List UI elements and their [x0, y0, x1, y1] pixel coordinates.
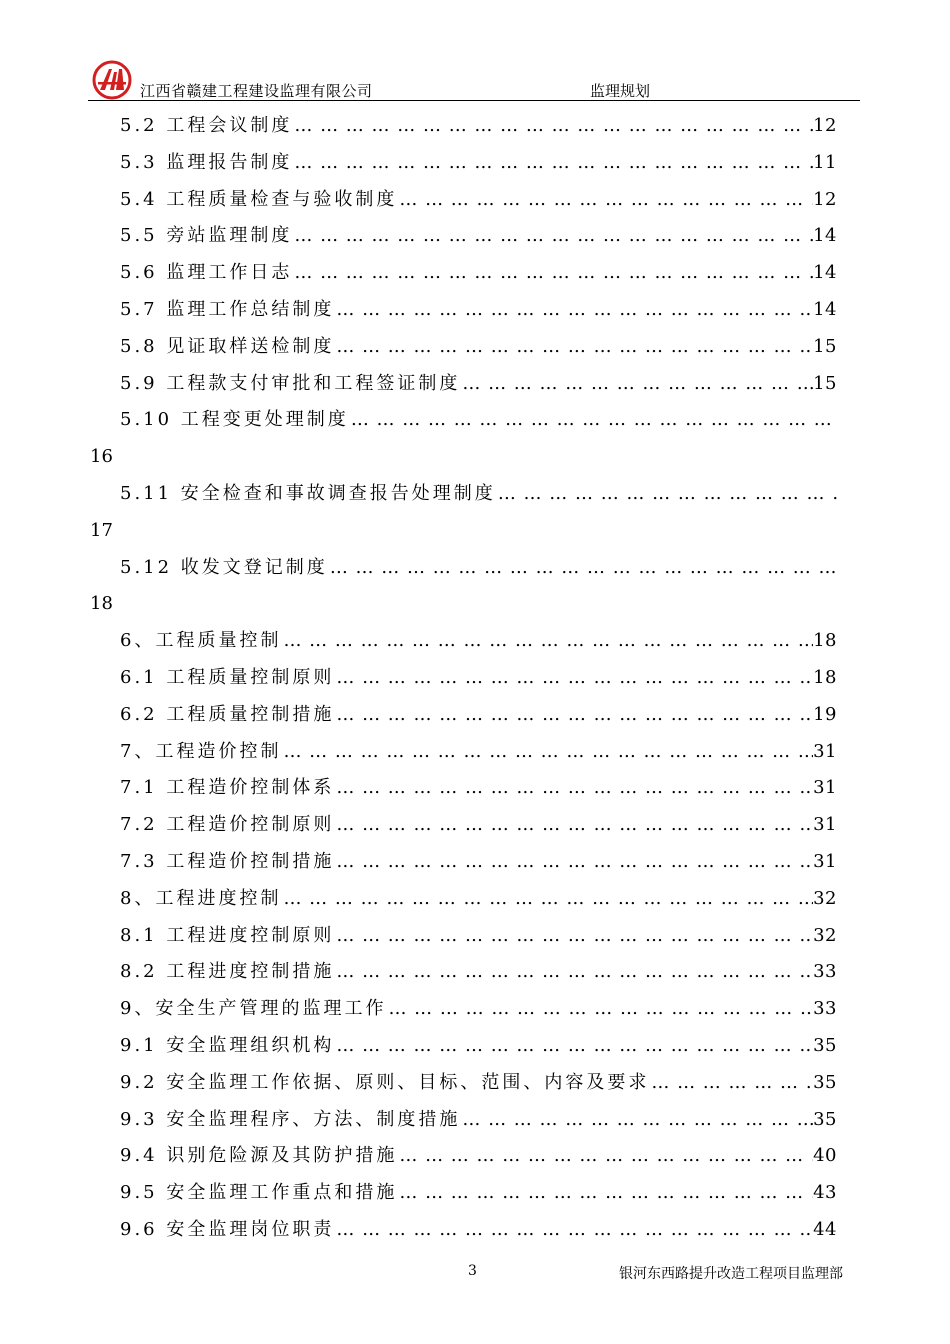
toc-entry[interactable] [0, 1212, 950, 1249]
toc-entry-label: 9.5 安全监理工作重点和措施 [120, 1182, 398, 1204]
toc-entry[interactable] [0, 660, 950, 697]
toc-leader-dots [281, 623, 813, 660]
toc-entry-page: 12 [813, 188, 837, 210]
toc-leader-dots [292, 108, 813, 145]
toc-entry-label: 5.4 工程质量检查与验收制度 [120, 188, 398, 210]
toc-entry[interactable] [0, 1138, 950, 1175]
toc-leader-dots [328, 550, 837, 587]
company-name: 江西省赣建工程建设监理有限公司 [140, 82, 373, 100]
toc-entry-page: 32 [813, 924, 837, 946]
toc-entry-page: 31 [813, 814, 837, 836]
toc-entry-page: 18 [813, 666, 837, 688]
toc-entry-label: 9.1 安全监理组织机构 [120, 1034, 335, 1056]
toc-leader-dots [292, 255, 813, 292]
toc-entry[interactable] [0, 329, 950, 366]
toc-entry-page: 12 [813, 115, 837, 136]
toc-leader-dots [460, 1102, 813, 1139]
toc-entry[interactable] [0, 255, 950, 292]
toc-leader-dots [292, 218, 813, 255]
toc-leader-dots [397, 1138, 813, 1175]
toc-entry-page-wrapped [0, 513, 950, 550]
toc-entry[interactable] [0, 218, 950, 255]
toc-entry[interactable] [0, 991, 950, 1028]
toc-entry-page: 44 [813, 1218, 837, 1240]
page-number: 3 [468, 1263, 477, 1279]
toc-entry-label: 9、安全生产管理的监理工作 [120, 998, 387, 1020]
toc-entry-page-wrapped [0, 439, 950, 476]
toc-leader-dots [334, 844, 813, 881]
toc-entry-page: 35 [813, 1071, 837, 1093]
toc-entry[interactable] [0, 1175, 950, 1212]
toc-entry-label: 7、工程造价控制 [120, 740, 282, 762]
toc-entry-page: 15 [813, 372, 837, 394]
toc-entry-page: 16 [90, 446, 113, 468]
toc-entry-page: 32 [813, 887, 837, 909]
toc-entry-page: 18 [813, 630, 837, 652]
toc-entry-label: 6.1 工程质量控制原则 [120, 666, 335, 688]
toc-entry[interactable] [0, 550, 950, 587]
toc-entry-label: 9.2 安全监理工作依据、原则、目标、范围、内容及要求 [120, 1071, 650, 1093]
footer-organization: 银河东西路提升改造工程项目监理部 [619, 1266, 843, 1282]
toc-entry-label: 9.3 安全监理程序、方法、制度措施 [120, 1108, 461, 1130]
toc-leader-dots [334, 292, 813, 329]
toc-entry[interactable] [0, 182, 950, 219]
toc-leader-dots [397, 182, 813, 219]
toc-entry-label: 7.1 工程造价控制体系 [120, 777, 335, 799]
toc-entry[interactable] [0, 770, 950, 807]
toc-leader-dots [281, 734, 813, 771]
toc-entry-label: 5.8 见证取样送检制度 [120, 335, 335, 357]
toc-leader-dots [334, 697, 813, 734]
toc-entry-label: 9.4 识别危险源及其防护措施 [120, 1145, 398, 1167]
toc-leader-dots [334, 1212, 813, 1249]
toc-leader-dots [349, 402, 837, 439]
toc-entry[interactable] [0, 697, 950, 734]
document-title: 监理规划 [590, 82, 651, 100]
toc-entry[interactable] [0, 623, 950, 660]
toc-leader-dots [281, 881, 813, 918]
toc-entry-page: 35 [813, 1034, 837, 1056]
toc-entry[interactable] [0, 1028, 950, 1065]
toc-entry-label: 5.6 监理工作日志 [120, 262, 293, 284]
toc-leader-dots [334, 770, 813, 807]
toc-entry[interactable] [0, 1102, 950, 1139]
toc-leader-dots [386, 991, 813, 1028]
toc-entry-page: 17 [90, 519, 113, 541]
toc-entry-page: 31 [813, 740, 837, 762]
toc-leader-dots [334, 954, 813, 991]
company-logo [90, 60, 134, 100]
toc-entry-page: 19 [813, 703, 837, 725]
toc-entry[interactable] [0, 734, 950, 771]
toc-entry[interactable] [0, 954, 950, 991]
toc-entry[interactable] [0, 145, 950, 182]
toc-leader-dots [649, 1065, 813, 1102]
toc-entry[interactable] [0, 366, 950, 403]
toc-leader-dots [334, 660, 813, 697]
toc-entry-label: 8、工程进度控制 [120, 887, 282, 909]
toc-entry-label: 5.7 监理工作总结制度 [120, 298, 335, 320]
toc-entry[interactable] [0, 918, 950, 955]
toc-entry-label: 5.10 工程变更处理制度 [120, 409, 349, 431]
toc-entry-label: 5.5 旁站监理制度 [120, 225, 293, 247]
toc-leader-dots [397, 1175, 813, 1212]
toc-entry-label: 7.2 工程造价控制原则 [120, 814, 335, 836]
toc-entry-page: 43 [813, 1182, 837, 1204]
toc-entry[interactable] [0, 1065, 950, 1102]
toc-entry-label: 5.2 工程会议制度 [120, 115, 293, 136]
toc-entry[interactable] [0, 807, 950, 844]
toc-entry[interactable] [0, 402, 950, 439]
toc-leader-dots [292, 145, 813, 182]
toc-entry-label: 8.2 工程进度控制措施 [120, 961, 335, 983]
toc-entry-page: 31 [813, 777, 837, 799]
toc-entry-label: 5.3 监理报告制度 [120, 151, 293, 173]
toc-entry-label: 5.9 工程款支付审批和工程签证制度 [120, 372, 461, 394]
toc-entry-label: 5.12 收发文登记制度 [120, 556, 328, 578]
page-header [88, 60, 860, 101]
toc-entry-page: 14 [813, 298, 837, 320]
toc-leader-dots [334, 807, 813, 844]
toc-entry-page: 40 [813, 1145, 837, 1167]
toc-entry-page: 33 [813, 998, 837, 1020]
toc-entry[interactable] [0, 292, 950, 329]
toc-entry-page: 14 [813, 262, 837, 284]
toc-entry-label: 6.2 工程质量控制措施 [120, 703, 335, 725]
toc-entry-page: 18 [90, 593, 113, 615]
toc-leader-dots [334, 329, 813, 366]
toc-entry-page: 33 [813, 961, 837, 983]
toc-leader-dots [334, 918, 813, 955]
toc-entry-page: 11 [813, 151, 837, 173]
toc-entry-page: 31 [813, 850, 837, 872]
table-of-contents [0, 108, 950, 1249]
toc-entry[interactable] [0, 844, 950, 881]
toc-entry-page: 15 [813, 335, 837, 357]
toc-entry[interactable] [0, 476, 950, 513]
toc-entry-page: 14 [813, 225, 837, 247]
toc-leader-dots [496, 476, 837, 513]
toc-entry[interactable] [0, 881, 950, 918]
toc-entry-label: 6、工程质量控制 [120, 630, 282, 652]
toc-leader-dots [334, 1028, 813, 1065]
toc-entry-page: 35 [813, 1108, 837, 1130]
toc-leader-dots [460, 366, 813, 403]
toc-entry-page-wrapped [0, 586, 950, 623]
toc-entry[interactable] [0, 108, 950, 145]
toc-entry-label: 7.3 工程造价控制措施 [120, 850, 335, 872]
toc-entry-label: 9.6 安全监理岗位职责 [120, 1218, 335, 1240]
toc-entry-label: 5.11 安全检查和事故调查报告处理制度 [120, 482, 496, 504]
toc-entry-label: 8.1 工程进度控制原则 [120, 924, 335, 946]
